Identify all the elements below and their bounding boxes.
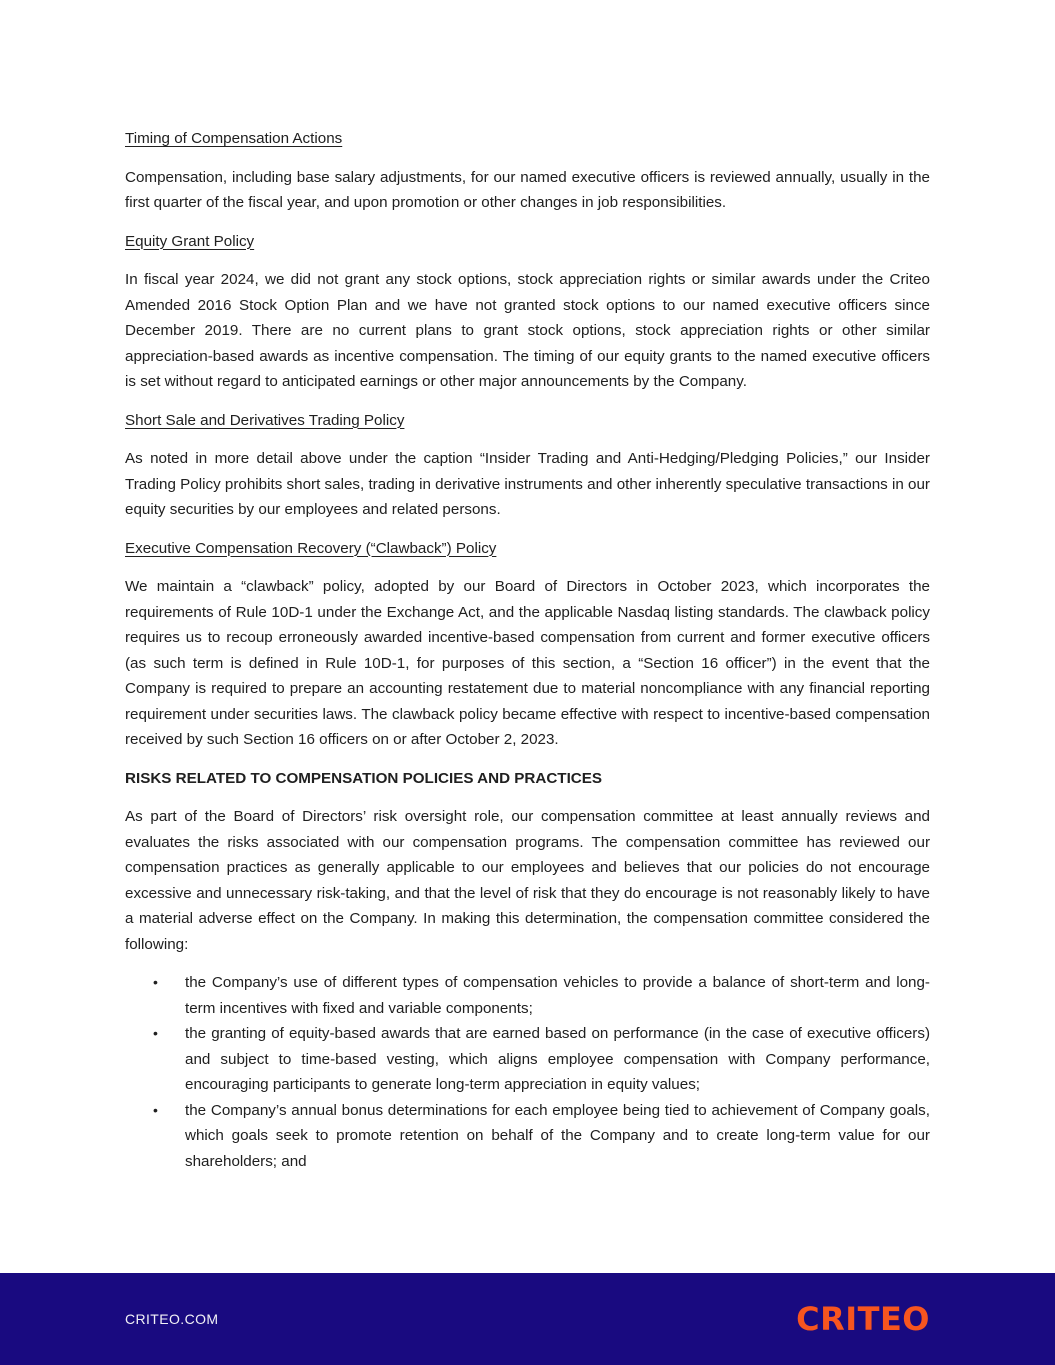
list-item xyxy=(125,1021,930,1098)
heading-executive-compensation-recovery-policy: Executive Compensation Recovery (“Clawback”) Policy xyxy=(125,539,497,557)
heading-risks-related-to-compensation-policies: RISKS RELATED TO COMPENSATION POLICIES AND PRACTICES xyxy=(125,769,603,787)
list-item xyxy=(125,1098,930,1175)
list-item-text: the Company’s annual bonus determinations for each employee being tied to achievement of Company goals, which goals seek to promote retention on behalf of the Company and to create long-term value for our shareholders; and xyxy=(185,1101,930,1170)
list-item xyxy=(125,970,930,1021)
paragraph-short-sale-derivatives-trading-policy: As noted in more detail above under the caption “Insider Trading and Anti-Hedging/Pledging Policies,” our Insider Trading Policy prohibits short sales, trading in derivative instruments and other inherently speculative transactions in our equity securities by our employees and related persons. xyxy=(125,450,930,518)
risk-considerations-list xyxy=(125,970,930,1174)
bullet-icon: • xyxy=(153,1101,158,1118)
page-footer xyxy=(0,1273,1055,1365)
heading-timing-of-compensation-actions: Timing of Compensation Actions xyxy=(125,130,343,147)
heading-equity-grant-policy: Equity Grant Policy xyxy=(125,232,255,250)
document-content xyxy=(125,126,930,1187)
paragraph-risks-related-to-compensation-policies: As part of the Board of Directors’ risk oversight role, our compensation committee at least annually reviews and evaluates the risks associated with our compensation programs. The compensation committee has reviewed our compensation practices as generally applicable to our employees and believes that our policies do not encourage excessive and unnecessary risk-taking, and that the level of risk that they do encourage is not reasonably likely to have a material adverse effect on the Company. In making this determination, the compensation committee considered the following: xyxy=(125,808,930,953)
list-item-text: the Company’s use of different types of compensation vehicles to provide a balance of short-term and long-term incentives with fixed and variable components; xyxy=(185,974,930,1017)
paragraph-executive-compensation-recovery-policy: We maintain a “clawback” policy, adopted by our Board of Directors in October 2023, which incorporates the requirements of Rule 10D-1 under the Exchange Act, and the applicable Nasdaq listing standards. The clawback policy requires us to recoup erroneously awarded incentive-based compensation from current and former executive officers (as such term is defined in Rule 10D-1, for purposes of this section, a “Section 16 officer”) in the event that the Company is required to prepare an accounting restatement due to material noncompliance with any financial reporting requirement under securities laws. The clawback policy became effective with respect to incentive-based compensation received by such Section 16 officers on or after October 2, 2023. xyxy=(125,578,930,748)
list-item-text: the granting of equity-based awards that are earned based on performance (in the case of executive officers) and subject to time-based vesting, which aligns employee compensation with Company performance, encouraging participants to generate long-term appreciation in equity values; xyxy=(185,1025,930,1093)
paragraph-timing-of-compensation-actions: Compensation, including base salary adjustments, for our named executive officers is reviewed annually, usually in the first quarter of the fiscal year, and upon promotion or other changes in job responsibilities. xyxy=(125,168,930,211)
bullet-icon: • xyxy=(153,974,158,990)
paragraph-equity-grant-policy: In fiscal year 2024, we did not grant any stock options, stock appreciation rights or similar awards under the Criteo Amended 2016 Stock Option Plan and we have not granted stock options to our named executive officers since December 2019. There are no current plans to grant stock options, stock appreciation rights or other similar appreciation-based awards as incentive compensation. The timing of our equity grants to the named executive officers is set without regard to anticipated earnings or other major announcements by the Company. xyxy=(125,271,930,390)
criteo-logo: CRITEO xyxy=(796,1300,930,1338)
footer-website-text: CRITEO.COM xyxy=(125,1311,219,1327)
bullet-icon: • xyxy=(153,1025,158,1041)
heading-short-sale-derivatives-trading-policy: Short Sale and Derivatives Trading Policy xyxy=(125,411,405,429)
